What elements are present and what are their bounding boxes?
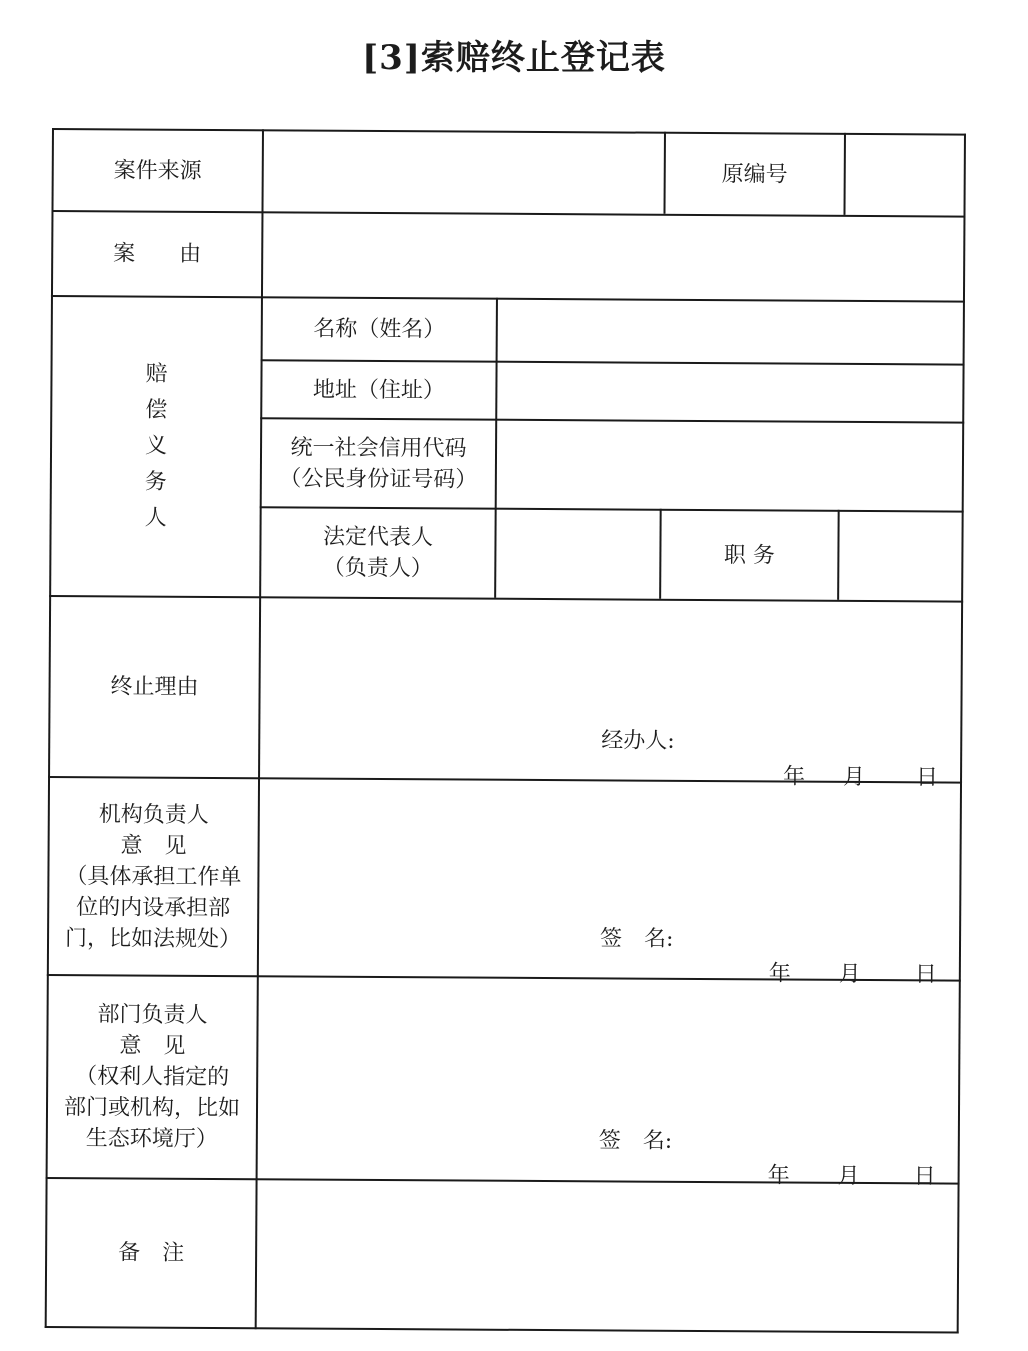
termination-registration-table: [45, 128, 966, 1334]
date-year: 年: [782, 764, 806, 790]
case-source-label: 案件来源: [113, 157, 202, 184]
remarks-label: 备 注: [118, 1240, 185, 1266]
handler-label: 经办人:: [601, 728, 675, 754]
original-number-label: 原编号: [721, 161, 788, 187]
date-day: 日: [913, 1164, 936, 1190]
table-border-right: [957, 134, 966, 1334]
obligor-label: 赔 偿 义 务 人: [144, 361, 168, 531]
date-year: 年: [767, 1163, 790, 1189]
address-label: 地址（住址）: [312, 377, 445, 403]
institution-signature-label: 签 名:: [599, 926, 674, 952]
date-month: 月: [838, 961, 861, 987]
page-title: [3]索赔终止登记表: [362, 38, 666, 78]
department-signature-label: 签 名:: [598, 1128, 673, 1154]
date-year: 年: [768, 961, 791, 987]
credit-code-label: 统一社会信用代码 （公民身份证号码）: [279, 434, 478, 493]
legal-representative-label: 法定代表人 （负责人）: [322, 524, 434, 582]
name-label: 名称（姓名）: [313, 316, 446, 343]
table-border-bottom: [45, 1326, 959, 1334]
termination-reason-label: 终止理由: [110, 674, 199, 700]
date-month: 月: [837, 1163, 860, 1189]
institution-opinion-label: 机构负责人 意 见 （具体承担工作单 位的内设承担部 门，比如法规处）: [64, 801, 242, 952]
position-label: 职 务: [723, 542, 775, 568]
case-cause-label: 案 由: [113, 241, 202, 267]
department-opinion-label: 部门负责人 意 见 （权利人指定的 部门或机构，比如 生态环境厅）: [63, 1002, 241, 1153]
date-month: 月: [842, 764, 866, 790]
date-day: 日: [915, 765, 939, 791]
date-day: 日: [914, 962, 937, 988]
